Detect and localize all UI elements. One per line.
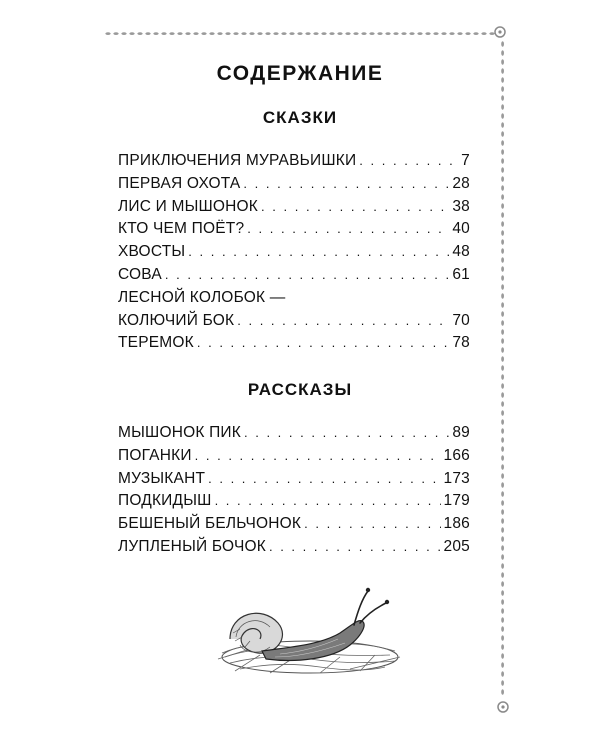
page-title: СОДЕРЖАНИЕ — [216, 62, 384, 85]
entry-title: МУЗЫКАНТ — [118, 469, 206, 487]
toc-list-rasskazy — [118, 424, 470, 561]
entry-page: 173 — [443, 469, 470, 487]
entry-title: ЛУПЛЕНЫЙ БОЧОК — [118, 537, 266, 555]
entry-page: 7 — [461, 152, 470, 169]
toc-entry[interactable] — [118, 538, 470, 561]
entry-page: 61 — [452, 265, 470, 283]
toc-entry[interactable] — [118, 243, 470, 266]
entry-page: 48 — [452, 243, 470, 261]
toc-entry[interactable] — [118, 152, 470, 175]
entry-title: КТО ЧЕМ ПОЁТ? — [118, 220, 245, 238]
snail-icon — [200, 575, 410, 685]
entry-page: 38 — [452, 197, 470, 215]
section-heading-skazki: СКАЗКИ — [262, 108, 338, 127]
entry-page: 205 — [443, 537, 470, 555]
entry-page: 89 — [452, 424, 470, 441]
entry-title: ТЕРЕМОК — [118, 334, 194, 352]
entry-page: 179 — [443, 492, 470, 510]
entry-title: БЕШЕНЫЙ БЕЛЬЧОНОК — [118, 515, 302, 533]
toc-entry[interactable] — [118, 289, 470, 312]
entry-title: ЛИС И МЫШОНОК — [118, 197, 259, 215]
entry-page: 78 — [452, 334, 470, 352]
entry-title: ЛЕСНОЙ КОЛОБОК — — [118, 288, 286, 306]
toc-entry[interactable] — [118, 334, 470, 357]
toc-entry[interactable] — [118, 424, 470, 447]
entry-page: 40 — [452, 220, 470, 238]
entry-page: 28 — [452, 174, 470, 192]
entry-title: КОЛЮЧИЙ БОК — [118, 311, 235, 329]
toc-entry[interactable] — [118, 266, 470, 289]
entry-title: ПЕРВАЯ ОХОТА — [118, 174, 241, 192]
entry-title: МЫШОНОК ПИК — [118, 424, 241, 441]
entry-title: ПРИКЛЮЧЕНИЯ МУРАВЬИШКИ — [118, 152, 357, 169]
entry-title: ПОГАНКИ — [118, 446, 192, 464]
toc-entry[interactable] — [118, 175, 470, 198]
toc-entry[interactable] — [118, 515, 470, 538]
entry-title: ПОДКИДЫШ — [118, 492, 212, 510]
toc-entry[interactable] — [118, 198, 470, 221]
toc-entry[interactable] — [118, 470, 470, 493]
entry-title: СОВА — [118, 265, 162, 283]
toc-list-skazki — [118, 152, 470, 357]
section-heading-rasskazy: РАССКАЗЫ — [247, 380, 353, 399]
toc-entry[interactable] — [118, 447, 470, 470]
entry-page: 166 — [443, 446, 470, 464]
toc-entry[interactable] — [118, 492, 470, 515]
entry-title: ХВОСТЫ — [118, 243, 186, 261]
toc-entry[interactable] — [118, 312, 470, 335]
entry-page: 186 — [443, 515, 470, 533]
toc-entry[interactable] — [118, 220, 470, 243]
entry-page: 70 — [452, 311, 470, 329]
